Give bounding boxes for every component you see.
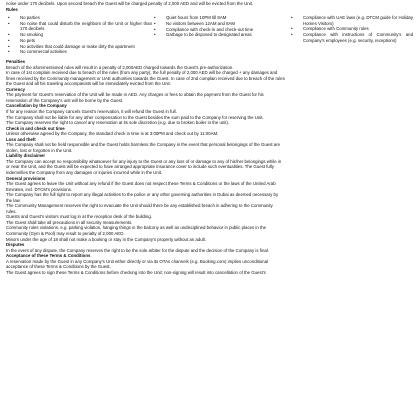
section (6, 153, 413, 175)
section-line: The Company can accept no responsibility whatsoever for any injury to the Guest or any loss of or damage to any of his/her belongings while in (6, 158, 282, 164)
section (6, 242, 413, 253)
rule-text: Compliance with Community rules (303, 26, 369, 32)
rule-item (6, 32, 152, 38)
section-line: If for any reason the Company cancels Guest's reservation, it will refund the Guest in full. (6, 108, 177, 114)
section-line: The Company shall not be liable for any other compensation to the Guest besides the sum paid to the Company for reserving the Unit. (6, 114, 264, 120)
section (6, 137, 413, 154)
section-line: the Guest and all his traveling accompanists will be immediately evicted from the Unit. (6, 81, 171, 87)
rules-grid (6, 15, 413, 55)
section-heading: Penalties (6, 59, 26, 65)
section-line: A reservation made by the Guest in any Company's Unit either directly or via its OTAs channels (e.g. Booking.com) implies unconditional (6, 258, 268, 264)
rule-text: Compliance with UAE laws (e.g. DTCM guide for Holiday Homes Visitors) (303, 15, 413, 26)
bullet-icon: • (154, 32, 156, 38)
section (6, 87, 413, 104)
section-line: Community rules violations, e.g. parking violation, hanging things in the balcony as well as undisciplined behavior in public places in the (6, 225, 267, 231)
section-heading: General provisions (6, 175, 46, 181)
section-line: Guests and Guest's visitors must log in at the reception desk of the building. (6, 214, 152, 220)
sections-container (6, 59, 413, 275)
section (6, 126, 413, 137)
document-page (6, 1, 413, 275)
section-line: rules. (6, 208, 17, 214)
section-line: The Company has the full right to report any illegal activities to the police or any other governing authorities in Dubai as deemed necessary by (6, 192, 279, 198)
section-heading: Loss and theft (6, 136, 36, 142)
bullet-icon: • (154, 26, 156, 32)
rules-heading: Rules (6, 6, 18, 12)
rule-text: Compliance with instructions of Community's and Company's employees (e.g. security, receptions) (303, 32, 413, 43)
bullet-icon: • (8, 49, 10, 55)
section (6, 103, 413, 125)
rules-column (289, 15, 413, 55)
section-line: Emirates, incl. DTCM's provisions. (6, 186, 72, 192)
rule-item (152, 32, 289, 38)
section-line: stolen, lost or forgotten in the Unit. (6, 147, 73, 153)
section-heading: Disputes (6, 242, 25, 248)
section-line: The Company reserves the right to cancel any reservation at its sole discretion (e.g. due to broken boiler in the unit). (6, 120, 230, 126)
rule-text: No commercial activities (20, 49, 67, 55)
rule-item (152, 27, 289, 33)
section-heading: Currency (6, 86, 26, 92)
bullet-icon: • (291, 15, 293, 21)
section-line: reservation of the Company's unit will be borne by the Guest. (6, 97, 124, 103)
rules-column (6, 15, 152, 55)
rule-text: No smoking (20, 32, 43, 38)
rule-text: Quiet hours from 10PM till 8AM (166, 15, 227, 21)
rule-text: No parties (20, 15, 40, 21)
section-line: The Company shall not be held responsible and the Guest holds harmless the Company in the event that personal belongings of the Guest are (6, 142, 281, 148)
rule-text: No noise that could disturb the neighbors of the Unit or higher than 170 decibels (20, 20, 152, 32)
bullet-icon: • (154, 15, 156, 21)
rule-text: No visitors between 12AM and 8AM (166, 20, 236, 26)
section (6, 59, 413, 87)
section-line: The Guest shall take all precautions in all security measurements. (6, 219, 133, 225)
rule-item (289, 32, 413, 43)
section-line: The payment for Guest's reservation of the Unit will be made in AED. Any charges or fees to obtain the payment from the Guest for his (6, 92, 264, 98)
section-line: In case of 1st complain received due to breach of the rules (from any party), the full penalty of 2,000 AED will be charged + any damages and (6, 70, 278, 76)
rule-item (6, 21, 152, 32)
rule-text: No pets (20, 37, 35, 43)
rule-item (6, 15, 152, 21)
section-line: Community (Gym & Pool) may result to penalty of 2,000 AED. (6, 231, 125, 236)
section-line: Minors under the age of 18 shall not make a booking or stay in the Company's property without an adult. (6, 236, 207, 242)
rule-item (6, 44, 152, 50)
bullet-icon: • (154, 20, 156, 26)
bullet-icon: • (8, 43, 10, 49)
section (6, 253, 413, 275)
bullet-icon: • (8, 15, 10, 21)
bullet-icon: • (8, 37, 10, 43)
rule-text: No activities that could damage or make dirty the apartment (20, 43, 135, 49)
rule-text: Compliance with check-in and check-out time (166, 26, 254, 32)
intro-line: noise under 170 decibels. Upon second breach the Guest will be charged penalty of 2,000 AED and will be evicted from the Unit. (6, 1, 254, 6)
section-line: acceptance of these Terms & Conditions by the Guest. (6, 264, 111, 270)
bullet-icon: • (8, 20, 10, 26)
section-line: In the event of any dispute, the Company reserves the right to be the sole arbiter for the dispute and the decision of the Company is final. (6, 247, 269, 253)
section-line: fines received by the Community management or UAE authorities towards the Guest. In case of 2nd complain received due to breach of the rules (6, 75, 285, 81)
section-line: The Guest agrees to sign these Terms & Conditions before checking into the Unit; non-signing will result into cancellation of the Guest's (6, 269, 266, 275)
rule-item (152, 21, 289, 27)
section-heading: Cancellation by the Company (6, 103, 67, 109)
section-heading: Liability disclaimer (6, 153, 46, 159)
rule-item (289, 26, 413, 32)
rules-column (152, 15, 289, 55)
section (6, 176, 413, 243)
section-heading: Acceptance of these Terms & Conditions (6, 253, 91, 259)
section-line: Unless otherwise agreed by the Company, the standard check in time is at 3:00PM and check out by 11:00AM. (6, 131, 219, 137)
rule-item (6, 38, 152, 44)
section-line: or near the Unit, and the Guest will be expected to have arranged appropriate insurance cover to include such eventualities. The Guest fully (6, 164, 274, 170)
rule-text: Garbage to be disposed to designated areas (166, 32, 252, 38)
section-line: The Community Management reserves the right to evacuate the Unit should there be any established breach in adhering to the Community (6, 203, 273, 209)
section-line: indemnifies the Company from any damages or injuries incurred while in the Unit. (6, 169, 163, 175)
section-heading: Check in and check out time (6, 125, 65, 131)
bullet-icon: • (8, 32, 10, 38)
bullet-icon: • (291, 26, 293, 32)
rule-item (152, 15, 289, 21)
section-line: the law. (6, 197, 21, 203)
rule-item (6, 49, 152, 55)
rule-item (289, 15, 413, 26)
section-line: The Guest agrees to leave the Unit without any refund if the Guest does not respect these Terms & Conditions or the laws of the United Arab (6, 181, 276, 187)
section-line: Breach of the aforementioned rules will result in a penalty of 2,000AED charged towards the Guest's pre-authorization. (6, 64, 234, 70)
bullet-icon: • (291, 32, 293, 38)
